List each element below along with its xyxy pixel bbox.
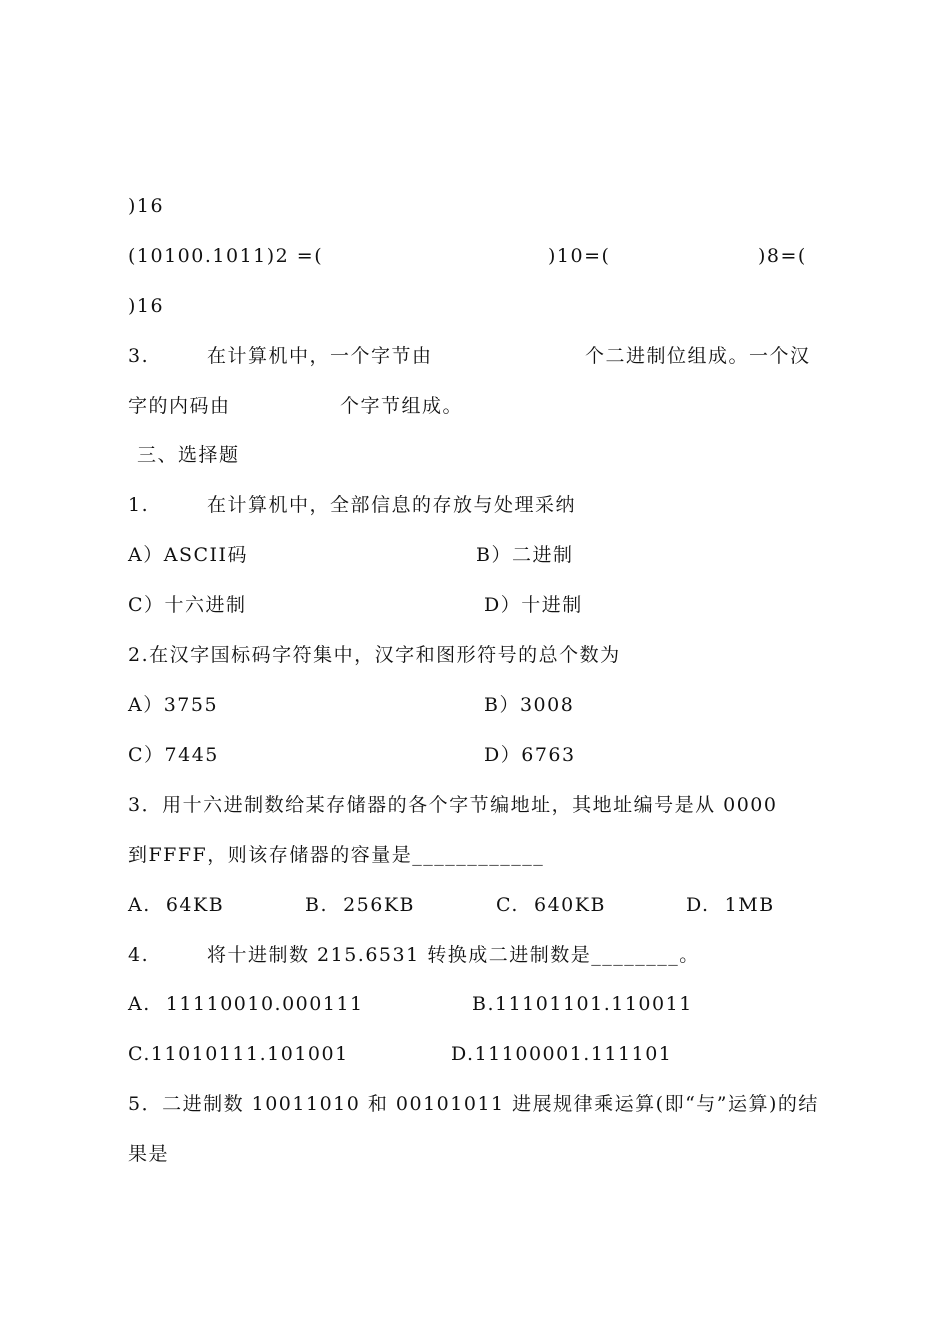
- mc-question-1-option-a: A）ASCII码: [128, 544, 249, 566]
- mc-question-4-number: 4.: [128, 944, 150, 966]
- mc-question-2-option-c: C）7445: [128, 744, 219, 766]
- mc-question-5-text-line2: 果是: [128, 1143, 170, 1165]
- fill-question-3-text-b: 个二进制位组成。一个汉: [585, 345, 811, 367]
- fill-question-3-text-c: 字的内码由: [128, 395, 231, 417]
- line-binary-conversion-part-b: )10=(: [548, 245, 611, 267]
- mc-question-3-option-c: C. 640KB: [496, 894, 606, 916]
- fill-question-3-text-a: 在计算机中，一个字节由: [207, 345, 433, 367]
- mc-question-4-option-c: C.11010111.101001: [128, 1043, 349, 1065]
- mc-question-1-number: 1.: [128, 494, 150, 516]
- mc-question-2-option-d: D）6763: [484, 744, 576, 766]
- fill-question-3-text-d: 个字节组成。: [340, 395, 464, 417]
- fill-question-3-number: 3.: [128, 345, 150, 367]
- line-hex-answer-2: )16: [128, 295, 165, 317]
- mc-question-4-option-b: B.11101101.110011: [472, 993, 693, 1015]
- line-binary-conversion-part-a: (10100.1011)2 =(: [128, 245, 324, 267]
- mc-question-2-text: 2.在汉字国标码字符集中，汉字和图形符号的总个数为: [128, 644, 621, 666]
- mc-question-3-option-a: A. 64KB: [128, 894, 225, 916]
- line-hex-answer-1: )16: [128, 195, 165, 217]
- mc-question-3-text-line1: 3．用十六进制数给某存储器的各个字节编地址，其地址编号是从 0000: [128, 794, 778, 816]
- mc-question-3-option-d: D. 1MB: [686, 894, 775, 916]
- mc-question-2-option-a: A）3755: [128, 694, 219, 716]
- mc-question-1-text: 在计算机中，全部信息的存放与处理采纳: [207, 494, 577, 516]
- mc-question-5-text-line1: 5．二进制数 10011010 和 00101011 进展规律乘运算(即“与”运算)的结: [128, 1093, 819, 1115]
- mc-question-4-option-d: D.11100001.111101: [451, 1043, 673, 1065]
- mc-question-3-option-b: B. 256KB: [305, 894, 416, 916]
- mc-question-2-option-b: B）3008: [484, 694, 575, 716]
- line-binary-conversion-part-c: )8=(: [758, 245, 807, 267]
- section-heading: 三、选择题: [137, 444, 240, 466]
- mc-question-4-text: 将十进制数 215.6531 转换成二进制数是________。: [207, 944, 700, 966]
- mc-question-1-option-c: C）十六进制: [128, 594, 247, 616]
- mc-question-4-option-a: A. 11110010.000111: [128, 993, 364, 1015]
- mc-question-1-option-d: D）十进制: [484, 594, 583, 616]
- mc-question-1-option-b: B）二进制: [476, 544, 574, 566]
- mc-question-3-text-line2: 到FFFF，则该存储器的容量是____________: [128, 844, 545, 866]
